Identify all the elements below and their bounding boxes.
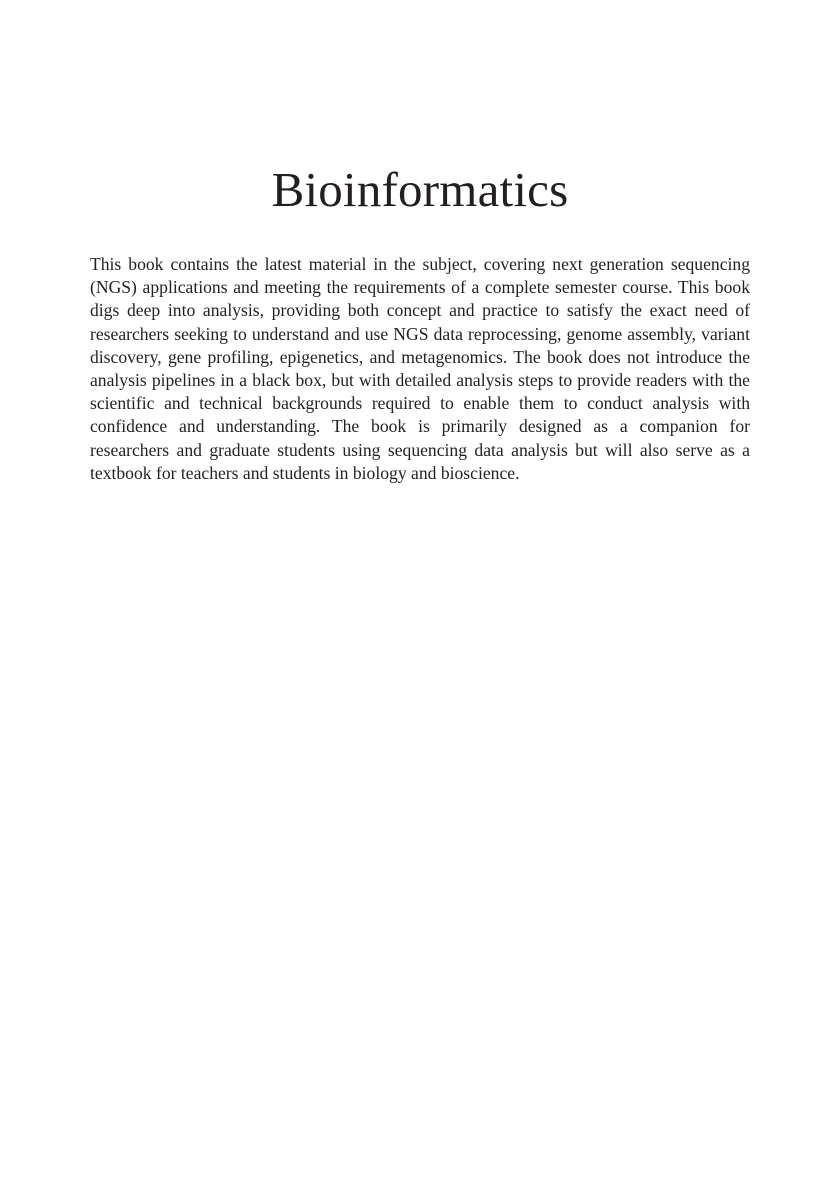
book-description: This book contains the latest material in the subject, covering next generation sequencing (NGS) applications and meeting the requirements of a complete semester course. This book digs deep into analysis, providing both concept and practice to satisfy the exact need of researchers seeking to understand and use NGS data reprocessing, genome assembly, variant discovery, gene profiling, epigenetics, and metagenomics. The book does not introduce the analysis pipelines in a black box, but with detailed analysis steps to provide readers with the scientific and technical backgrounds required to enable them to conduct analysis with confidence and understanding. The book is primarily designed as a companion for researchers and graduate students using sequencing data analysis but will also serve as a textbook for teachers and students in biology and bioscience. xyxy=(90,254,750,483)
page-title: Bioinformatics xyxy=(271,162,569,217)
